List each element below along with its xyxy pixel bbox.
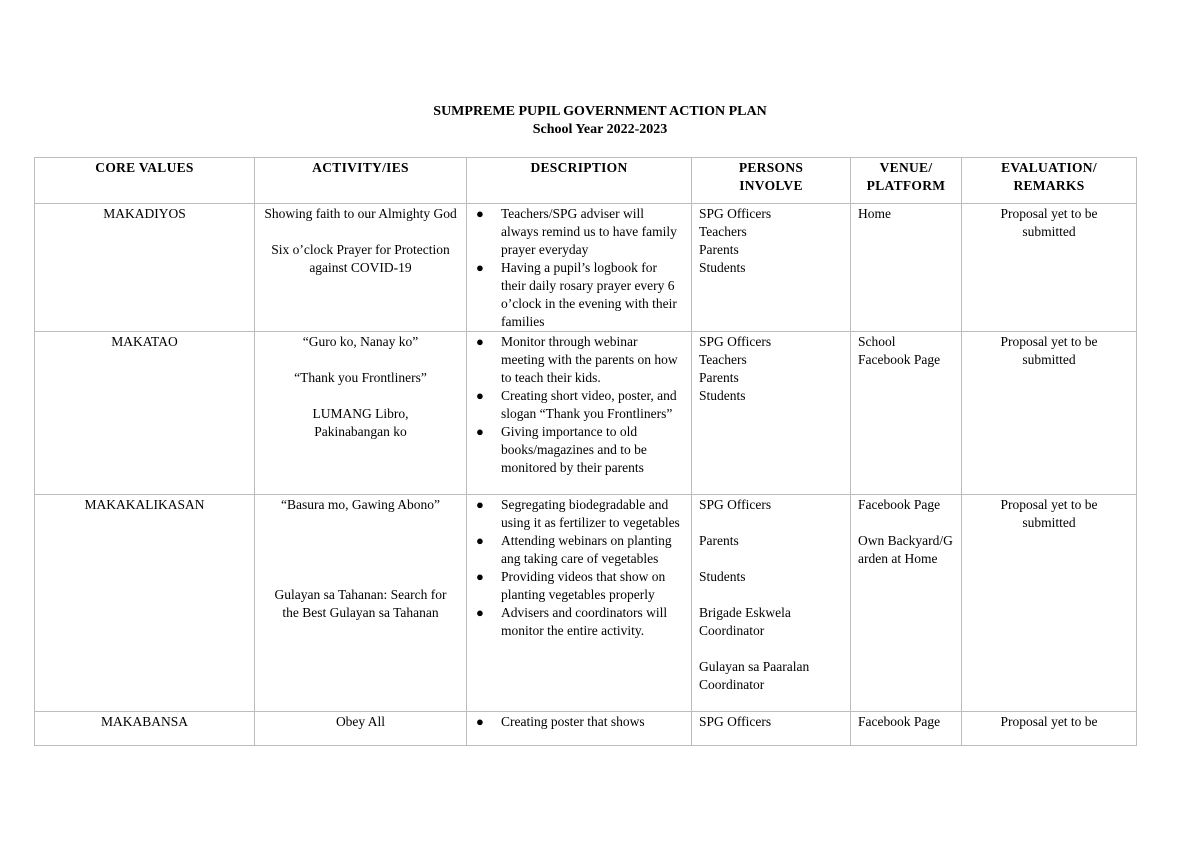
activity-text: LUMANG Libro, Pakinabangan ko: [312, 406, 409, 439]
description-cell: [467, 495, 692, 712]
action-plan-table: [34, 157, 1137, 746]
activity-cell: [255, 712, 467, 746]
person-item: Parents: [699, 242, 739, 257]
venue-item: School: [858, 334, 896, 349]
venue-item: Own Backyard/Garden at Home: [858, 533, 953, 566]
person-item: Parents: [699, 370, 739, 385]
description-item: ● Advisers and coordinators will monitor the entire activity.: [476, 605, 668, 638]
person-item: Gulayan sa Paaralan Coordinator: [699, 659, 810, 692]
person-item: Parents: [699, 533, 739, 548]
description-item: ● Providing videos that show on planting vegetables properly: [476, 569, 666, 602]
person-item: Students: [699, 569, 746, 584]
person-item: SPG Officers: [699, 714, 772, 729]
persons-cell: [692, 204, 851, 332]
column-header-remarks: EVALUATION/ REMARKS: [962, 158, 1137, 204]
activity-text: Six o’clock Prayer for Protection against COVID-19: [271, 242, 450, 275]
description-item: ● Attending webinars on planting ang taking care of vegetables: [476, 533, 672, 566]
description-item: ● Having a pupil’s logbook for their daily rosary prayer every 6 o’clock in the evening with their families: [476, 260, 677, 329]
document-subtitle: School Year 2022-2023: [532, 122, 668, 137]
remarks-cell: Proposal yet to be submitted: [962, 204, 1137, 332]
activity-text: “Thank you Frontliners”: [294, 370, 427, 385]
remarks-cell: Proposal yet to be submitted: [962, 332, 1137, 495]
description-item: ● Teachers/SPG adviser will always remind us to have family prayer everyday: [476, 206, 677, 257]
column-header-description: DESCRIPTION: [467, 158, 692, 204]
table-row: [35, 204, 1137, 332]
bullet-icon: ●: [476, 605, 484, 620]
bullet-icon: ●: [476, 334, 484, 349]
remarks-cell: Proposal yet to be submitted: [962, 495, 1137, 712]
description-item: ● Segregating biodegradable and using it as fertilizer to vegetables: [476, 497, 680, 530]
venue-cell: [851, 712, 962, 746]
person-item: Brigade Eskwela Coordinator: [699, 605, 791, 638]
venue-cell: [851, 204, 962, 332]
column-header-core-values: CORE VALUES: [35, 158, 255, 204]
venue-item: Facebook Page: [858, 714, 941, 729]
description-item: ● Creating poster that shows: [476, 714, 645, 729]
description-cell: [467, 204, 692, 332]
person-item: Students: [699, 388, 746, 403]
core-value-cell: MAKAKALIKASAN: [35, 495, 255, 712]
table-row: [35, 332, 1137, 495]
column-header-venue: VENUE/ PLATFORM: [851, 158, 962, 204]
core-value-cell: MAKATAO: [35, 332, 255, 495]
table-header-row: [35, 158, 1137, 204]
persons-cell: [692, 712, 851, 746]
venue-item: Facebook Page: [858, 352, 941, 367]
activity-text: Gulayan sa Tahanan: Search for the Best Gulayan sa Tahanan: [274, 587, 447, 620]
person-item: SPG Officers: [699, 497, 772, 512]
remarks-cell: Proposal yet to be: [962, 712, 1137, 746]
bullet-icon: ●: [476, 569, 484, 584]
venue-cell: [851, 495, 962, 712]
table-row: [35, 495, 1137, 712]
activity-text: Obey All: [335, 714, 386, 729]
venue-item: Home: [858, 206, 891, 221]
activity-cell: [255, 495, 467, 712]
bullet-icon: ●: [476, 206, 484, 221]
person-item: Teachers: [699, 224, 747, 239]
description-cell: [467, 712, 692, 746]
core-value-cell: MAKABANSA: [35, 712, 255, 746]
column-header-persons: PERSONS INVOLVE: [692, 158, 851, 204]
bullet-icon: ●: [476, 533, 484, 548]
person-item: Students: [699, 260, 746, 275]
bullet-icon: ●: [476, 497, 484, 512]
bullet-icon: ●: [476, 388, 484, 403]
persons-cell: [692, 332, 851, 495]
venue-item: Facebook Page: [858, 497, 941, 512]
bullet-icon: ●: [476, 260, 484, 275]
description-item: ● Monitor through webinar meeting with the parents on how to teach their kids.: [476, 334, 678, 385]
bullet-icon: ●: [476, 714, 484, 729]
bullet-icon: ●: [476, 424, 484, 439]
table-row: [35, 712, 1137, 746]
document-title: SUMPREME PUPIL GOVERNMENT ACTION PLAN: [433, 104, 767, 119]
activity-cell: [255, 332, 467, 495]
person-item: SPG Officers: [699, 206, 772, 221]
description-cell: [467, 332, 692, 495]
activity-cell: [255, 204, 467, 332]
activity-text: “Guro ko, Nanay ko”: [302, 334, 419, 349]
description-item: ● Giving importance to old books/magazines and to be monitored by their parents: [476, 424, 647, 475]
person-item: SPG Officers: [699, 334, 772, 349]
venue-cell: [851, 332, 962, 495]
activity-text: “Basura mo, Gawing Abono”: [281, 497, 440, 512]
description-item: ● Creating short video, poster, and slogan “Thank you Frontliners”: [476, 388, 677, 421]
core-value-cell: MAKADIYOS: [35, 204, 255, 332]
person-item: Teachers: [699, 352, 747, 367]
activity-text: Showing faith to our Almighty God: [264, 206, 457, 221]
column-header-activities: ACTIVITY/IES: [255, 158, 467, 204]
persons-cell: [692, 495, 851, 712]
